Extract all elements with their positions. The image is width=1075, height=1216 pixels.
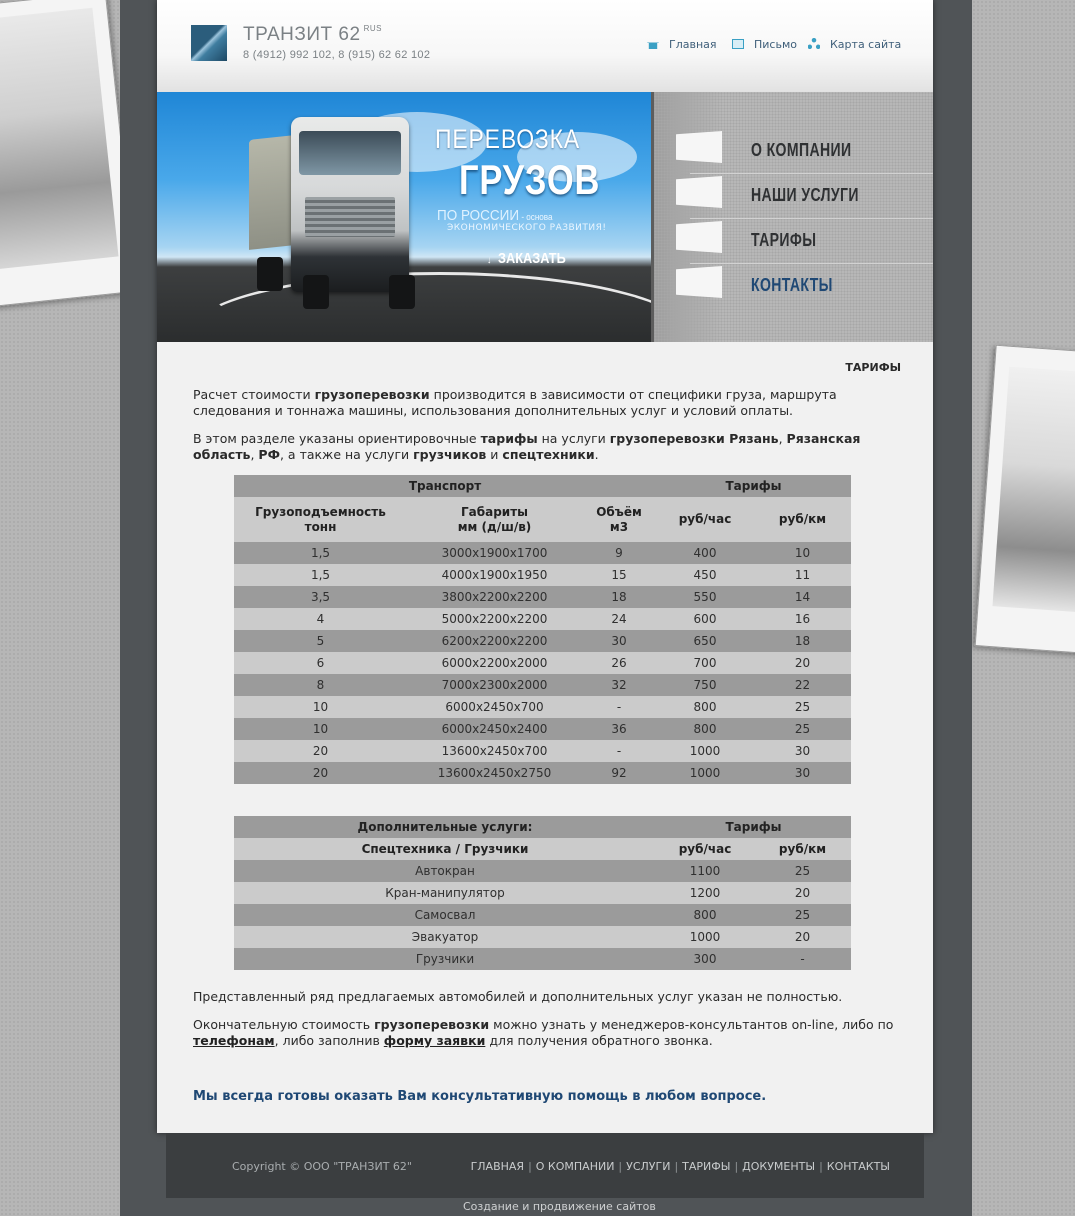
nav-item-about[interactable]: О КОМПАНИИ xyxy=(690,129,933,174)
banner-heading-line2: ГРУЗОВ xyxy=(459,156,601,203)
hero-image xyxy=(157,92,654,342)
separator: | xyxy=(674,1160,679,1173)
table-cell: Эвакуатор xyxy=(234,926,656,948)
decorative-photo-left xyxy=(0,0,137,311)
tariffs-paragraph: В этом разделе указаны ориентировочные тарифы на услуги грузоперевозки Рязань, Рязанская область, РФ, а также на услуги грузчиков и спецтехники. xyxy=(193,431,861,462)
topnav-mail-link[interactable]: Письмо xyxy=(732,38,797,51)
table-header-row xyxy=(234,838,851,860)
table-group-header-row xyxy=(234,816,851,838)
table-cell: 6 xyxy=(234,652,407,674)
truck-windshield xyxy=(299,131,401,175)
developer-link[interactable]: Создание и продвижение сайтов xyxy=(463,1200,656,1213)
table-group-header: Дополнительные услуги: xyxy=(234,816,656,838)
topnav-home-link[interactable]: Главная xyxy=(647,38,717,51)
table-row xyxy=(234,652,851,674)
request-form-link[interactable]: форму заявки xyxy=(383,1033,486,1048)
nav-tab-decoration xyxy=(676,176,722,208)
page-container xyxy=(157,0,933,1133)
table-cell: 13600x2450x2750 xyxy=(407,762,582,784)
separator: | xyxy=(734,1160,739,1173)
nav-item-contacts[interactable]: КОНТАКТЫ xyxy=(690,264,933,308)
table-cell: 700 xyxy=(656,652,754,674)
final-cost-paragraph: Окончательную стоимость грузоперевозки можно узнать у менеджеров-консультантов on-line, либо по телефонам, либо заполнив форму заявки для получения обратного звонка. xyxy=(193,1017,894,1048)
extra-services-table xyxy=(234,816,851,970)
table-cell: 3,5 xyxy=(234,586,407,608)
column-header: Спецтехника / Грузчики xyxy=(234,838,656,860)
table-cell: 10 xyxy=(754,542,851,564)
table-row xyxy=(234,542,851,564)
footer-link-contacts[interactable]: КОНТАКТЫ xyxy=(826,1160,890,1173)
decorative-photo-right xyxy=(975,345,1075,658)
table-cell: 20 xyxy=(234,740,407,762)
table-cell: 6200x2200x2200 xyxy=(407,630,582,652)
table-cell: - xyxy=(754,948,851,970)
column-header: Габариты мм (д/ш/в) xyxy=(407,497,582,542)
table-cell: 750 xyxy=(656,674,754,696)
table-cell: 7000x2300x2000 xyxy=(407,674,582,696)
main-navigation xyxy=(654,92,933,342)
table-cell: 8 xyxy=(234,674,407,696)
column-header: руб/км xyxy=(754,838,851,860)
nav-tab-decoration xyxy=(676,266,722,298)
footer-link-documents[interactable]: ДОКУМЕНТЫ xyxy=(742,1160,816,1173)
separator: | xyxy=(618,1160,623,1173)
footer-link-home[interactable]: ГЛАВНАЯ xyxy=(470,1160,525,1173)
mail-icon xyxy=(732,39,744,49)
table-row xyxy=(234,586,851,608)
banner-subheading: ПО РОССИИ - основа xyxy=(437,207,553,224)
table-row xyxy=(234,762,851,784)
table-cell: 1000 xyxy=(656,762,754,784)
table-cell: 18 xyxy=(754,630,851,652)
table-group-header: Тарифы xyxy=(656,816,851,838)
table-cell: 36 xyxy=(582,718,656,740)
header-phones: 8 (4912) 992 102, 8 (915) 62 62 102 xyxy=(243,49,431,61)
truck-sketch-image xyxy=(992,367,1075,616)
table-cell: 1000 xyxy=(656,926,754,948)
church-sketch-image xyxy=(0,8,118,273)
table-cell: - xyxy=(582,696,656,718)
table-cell: 20 xyxy=(754,882,851,904)
table-cell: 5 xyxy=(234,630,407,652)
table-cell: 3800x2200x2200 xyxy=(407,586,582,608)
table-cell: 22 xyxy=(754,674,851,696)
table-row xyxy=(234,718,851,740)
footer-link-tariffs[interactable]: ТАРИФЫ xyxy=(682,1160,731,1173)
help-message: Мы всегда готовы оказать Вам консультативную помощь в любом вопросе. xyxy=(193,1089,767,1104)
copyright-text: Copyright © ООО "ТРАНЗИТ 62" xyxy=(232,1160,412,1173)
table-row xyxy=(234,860,851,882)
table-cell: 800 xyxy=(656,904,754,926)
table-cell: 30 xyxy=(754,740,851,762)
table-row xyxy=(234,608,851,630)
table-cell: 26 xyxy=(582,652,656,674)
table-cell: 9 xyxy=(582,542,656,564)
nav-tab-decoration xyxy=(676,131,722,163)
column-header: руб/км xyxy=(754,497,851,542)
table-cell: 1200 xyxy=(656,882,754,904)
truck-wheel xyxy=(257,257,283,291)
disclaimer-paragraph: Представленный ряд предлагаемых автомобилей и дополнительных услуг указан не полностью. xyxy=(193,989,843,1004)
page-title: ТАРИФЫ xyxy=(845,361,901,374)
table-cell: 1,5 xyxy=(234,564,407,586)
table-cell: 25 xyxy=(754,904,851,926)
table-cell: 18 xyxy=(582,586,656,608)
arrow-down-icon: ↓ xyxy=(487,255,492,266)
table-cell: 3000x1900x1700 xyxy=(407,542,582,564)
table-row xyxy=(234,740,851,762)
table-cell: 1100 xyxy=(656,860,754,882)
table-cell: 20 xyxy=(754,926,851,948)
services-table-body xyxy=(234,860,851,970)
table-cell: 13600x2450x700 xyxy=(407,740,582,762)
table-cell: 25 xyxy=(754,718,851,740)
table-cell: 4000x1900x1950 xyxy=(407,564,582,586)
footer-link-about[interactable]: О КОМПАНИИ xyxy=(535,1160,615,1173)
logo-suffix: RUS xyxy=(363,24,382,33)
column-header: Грузоподъемность тонн xyxy=(234,497,407,542)
table-row xyxy=(234,882,851,904)
table-cell: 6000x2200x2000 xyxy=(407,652,582,674)
nav-item-services[interactable]: НАШИ УСЛУГИ xyxy=(690,174,933,219)
table-cell: 15 xyxy=(582,564,656,586)
table-cell: Самосвал xyxy=(234,904,656,926)
table-cell: 32 xyxy=(582,674,656,696)
column-header: Объём м3 xyxy=(582,497,656,542)
banner-subheading-2: ЭКОНОМИЧЕСКОГО РАЗВИТИЯ! xyxy=(447,223,607,233)
table-cell: 800 xyxy=(656,696,754,718)
intro-paragraph: Расчет стоимости грузоперевозки производится в зависимости от специфики груза, маршрута следования и тоннажа машины, использования дополнительных услуг и условий оплаты. xyxy=(193,387,837,418)
table-cell: Автокран xyxy=(234,860,656,882)
table-cell: 16 xyxy=(754,608,851,630)
table-cell: 24 xyxy=(582,608,656,630)
table-cell: 1,5 xyxy=(234,542,407,564)
footer-link-services[interactable]: УСЛУГИ xyxy=(626,1160,671,1173)
transport-tariffs-table xyxy=(234,475,851,784)
table-cell: - xyxy=(582,740,656,762)
table-row xyxy=(234,696,851,718)
table-group-header: Транспорт xyxy=(234,475,656,497)
table-cell: 300 xyxy=(656,948,754,970)
truck-grille xyxy=(305,197,395,237)
column-header: руб/час xyxy=(656,497,754,542)
table-row xyxy=(234,926,851,948)
table-row xyxy=(234,630,851,652)
phones-link[interactable]: телефонам xyxy=(193,1033,275,1048)
table-cell: 5000x2200x2200 xyxy=(407,608,582,630)
table-header-row xyxy=(234,497,851,542)
table-row xyxy=(234,564,851,586)
column-header: руб/час xyxy=(656,838,754,860)
header xyxy=(157,0,933,92)
topnav-sitemap-link[interactable]: Карта сайта xyxy=(808,38,901,51)
separator: | xyxy=(819,1160,823,1173)
table-cell: 4 xyxy=(234,608,407,630)
table-group-header-row xyxy=(234,475,851,497)
separator: | xyxy=(528,1160,532,1173)
table-cell: 6000x2450x2400 xyxy=(407,718,582,740)
table-cell: 92 xyxy=(582,762,656,784)
truck-wheel xyxy=(303,275,329,309)
table-row xyxy=(234,674,851,696)
table-cell: 30 xyxy=(582,630,656,652)
order-button[interactable]: ↓ ЗАКАЗАТЬ xyxy=(487,250,566,267)
footer-navigation xyxy=(471,1160,890,1173)
table-cell: 10 xyxy=(234,718,407,740)
table-row xyxy=(234,904,851,926)
nav-item-tariffs[interactable]: ТАРИФЫ xyxy=(690,219,933,264)
table-cell: 20 xyxy=(234,762,407,784)
table-cell: 600 xyxy=(656,608,754,630)
table-cell: 30 xyxy=(754,762,851,784)
table-cell: 25 xyxy=(754,860,851,882)
transport-table-body xyxy=(234,542,851,784)
table-cell: 450 xyxy=(656,564,754,586)
table-cell: 10 xyxy=(234,696,407,718)
table-cell: 800 xyxy=(656,718,754,740)
table-cell: 20 xyxy=(754,652,851,674)
table-cell: Кран-манипулятор xyxy=(234,882,656,904)
table-cell: 400 xyxy=(656,542,754,564)
truck-cab xyxy=(291,117,409,292)
nav-tab-decoration xyxy=(676,221,722,253)
table-cell: 11 xyxy=(754,564,851,586)
truck-wheel xyxy=(389,275,415,309)
sitemap-icon xyxy=(808,38,820,49)
table-cell: 650 xyxy=(656,630,754,652)
table-cell: Грузчики xyxy=(234,948,656,970)
table-cell: 1000 xyxy=(656,740,754,762)
table-cell: 14 xyxy=(754,586,851,608)
banner-heading-line1: ПЕРЕВОЗКА xyxy=(435,124,581,154)
table-cell: 25 xyxy=(754,696,851,718)
footer xyxy=(166,1133,924,1198)
table-cell: 6000x2450x700 xyxy=(407,696,582,718)
logo-title[interactable]: ТРАНЗИТ 62 $^{RUS}$ xyxy=(243,24,382,45)
logo-icon[interactable] xyxy=(191,25,227,61)
banner xyxy=(157,92,933,342)
table-cell: 550 xyxy=(656,586,754,608)
table-row xyxy=(234,948,851,970)
table-group-header: Тарифы xyxy=(656,475,851,497)
home-icon xyxy=(647,38,659,49)
